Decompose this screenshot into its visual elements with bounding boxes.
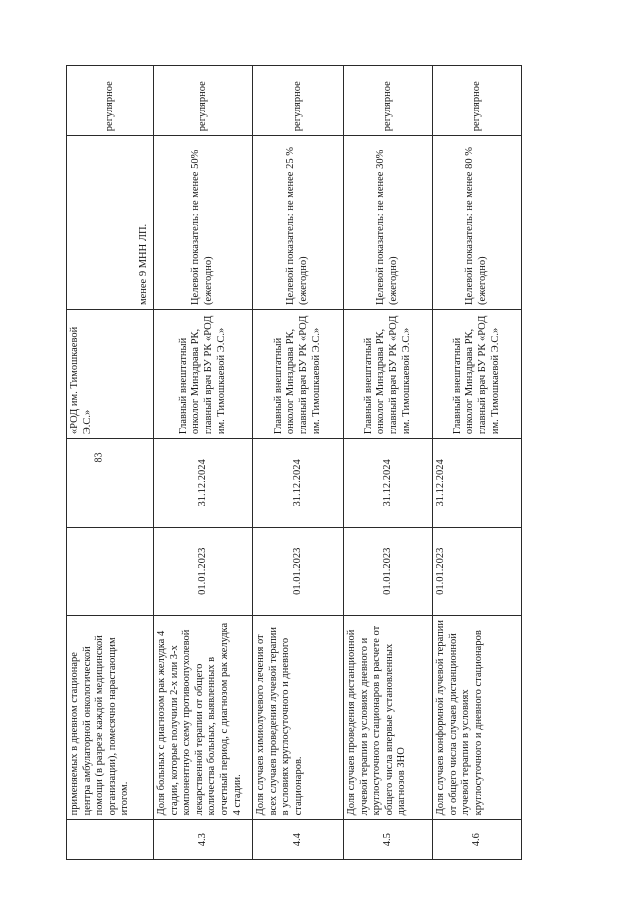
measure-name: Доля случаев проведения дистанционной лучевой терапии в условиях дневного и круглосуточного стационаров в расчете от общего числа впервые установленных диагнозов ЗНО [344,616,433,820]
rotated-table-wrapper [66,65,566,860]
frequency: регулярное [154,66,253,136]
row-number: 4.6 [433,820,522,860]
responsible-person: Главный внештатный онколог Минздрава РК, главный врач БУ РК «РОД им. Тимошкаевой Э.С.» [253,310,344,439]
measure-name: Доля больных с диагнозом рак желудка 4 стадии, которые получили 2-х или 3-х компонентную схему противоопухолевой лекарственной терапии от общего количества больных, выявленных в отчетный период, с диагнозом рак желудка 4 стадии. [154,616,253,820]
target-indicator: менее 9 МНН ЛП. [67,136,154,310]
row-number: 4.3 [154,820,253,860]
responsible-person: Главный внештатный онколог Минздрава РК, главный врач БУ РК «РОД им. Тимошкаевой Э.С.» [154,310,253,439]
row-number [67,820,154,860]
start-date: 01.01.2023 [253,527,344,615]
target-indicator: Целевой показатель: не менее 30% (ежегодно) [344,136,433,310]
table-row [154,66,253,860]
measure-name: Доля случаев конформной лучевой терапии от общего числа случаев дистанционной лучевой терапии в условиях круглосуточного и дневного стационаров [433,616,522,820]
frequency: регулярное [67,66,154,136]
row-number: 4.4 [253,820,344,860]
frequency: регулярное [344,66,433,136]
measure-name: применяемых в дневном стационаре центра амбулаторной онкологической помощи (в разрезе каждой медицинской организации), помесячно нарастающим итогом. [67,616,154,820]
measures-table [66,65,522,860]
measure-name: Доля случаев химиолучевого лечения от всех случаев проведения лучевой терапии в условиях круглосуточного и дневного стационаров. [253,616,344,820]
start-date: 01.01.2023 [154,527,253,615]
responsible-person: Главный внештатный онколог Минздрава РК, главный врач БУ РК «РОД им. Тимошкаевой Э.С.» [344,310,433,439]
responsible-person: Главный внештатный онколог Минздрава РК, главный врач БУ РК «РОД им. Тимошкаевой Э.С.» [433,310,522,439]
table-row [67,66,154,860]
start-date [67,527,154,615]
target-indicator: Целевой показатель: не менее 80 % (ежегодно) [433,136,522,310]
frequency: регулярное [433,66,522,136]
page-number: 83 [93,452,105,463]
responsible-person: «РОД им. Тимошкаевой Э.С.» [67,310,154,439]
end-date [67,439,154,527]
target-indicator: Целевой показатель: не менее 25 % (ежегодно) [253,136,344,310]
end-date: 31.12.2024 [344,439,433,527]
target-indicator: Целевой показатель: не менее 50% (ежегодно) [154,136,253,310]
table-row [253,66,344,860]
end-date: 31.12.2024 [154,439,253,527]
table-row [344,66,433,860]
start-date: 01.01.2023 [344,527,433,615]
table-row [433,66,522,860]
end-date: 31.12.2024 [433,439,522,527]
frequency: регулярное [253,66,344,136]
row-number: 4.5 [344,820,433,860]
end-date: 31.12.2024 [253,439,344,527]
start-date: 01.01.2023 [433,527,522,615]
